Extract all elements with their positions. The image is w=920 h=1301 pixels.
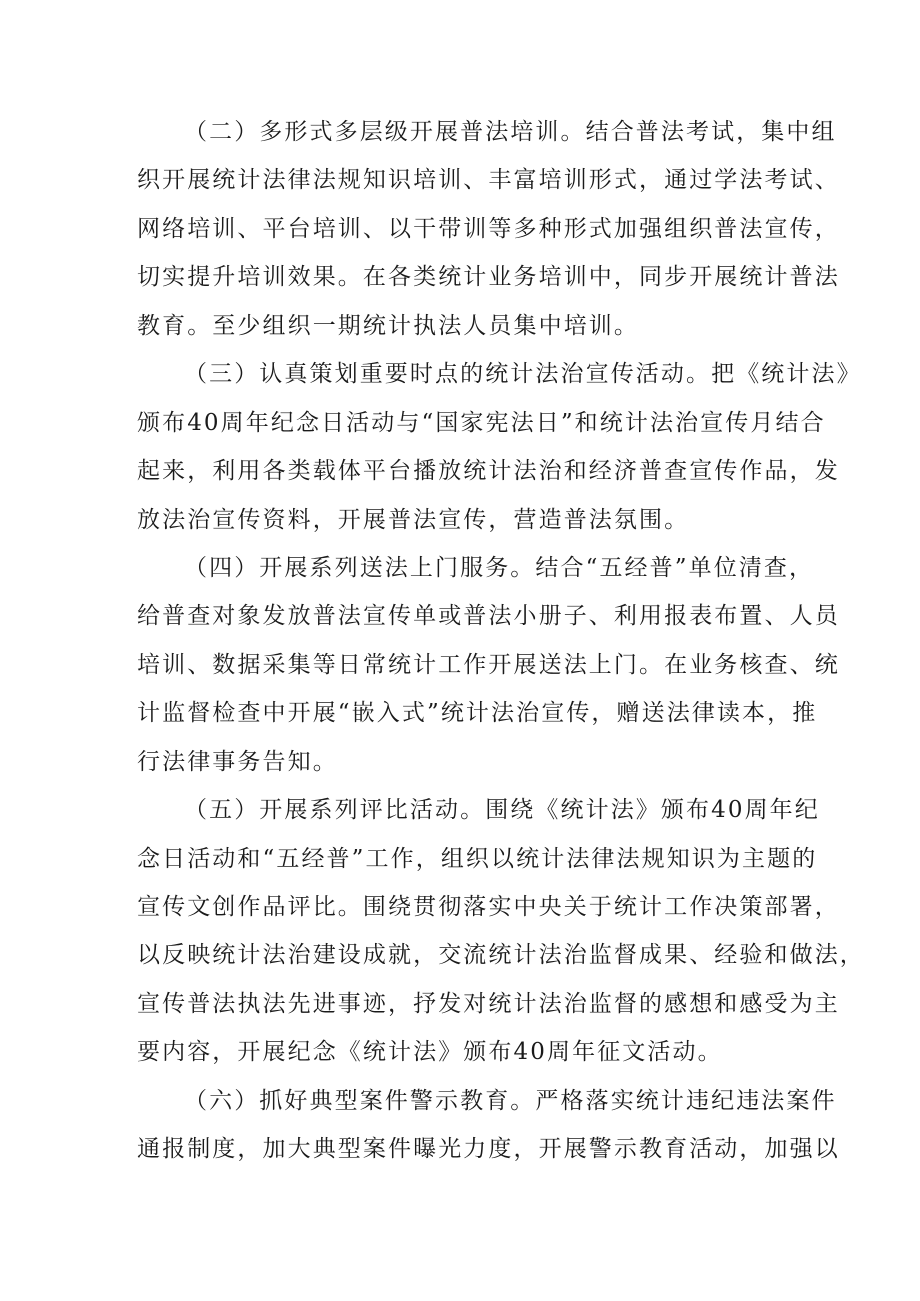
paragraph-line: 以反映统计法治建设成就，交流统计法治监督成果、经验和做法， — [137, 942, 865, 969]
paragraph-publicity — [0, 350, 920, 544]
paragraph-line: 通报制度，加大典型案件曝光力度，开展警示教育活动，加强以 — [137, 1136, 840, 1163]
paragraph-line: 织开展统计法律法规知识培训、丰富培训形式，通过学法考试、 — [137, 167, 840, 194]
paragraph-training — [0, 108, 920, 350]
paragraph-warning-education — [0, 1077, 920, 1174]
paragraph-line: 网络培训、平台培训、以干带训等多种形式加强组织普法宣传， — [137, 215, 840, 242]
paragraph-line: 计监督检查中开展“嵌入式”统计法治宣传，赠送法律读本，推 — [137, 700, 818, 727]
paragraph-line: 放法治宣传资料，开展普法宣传，营造普法氛围。 — [137, 506, 690, 533]
paragraph-line: （三）认真策划重要时点的统计法治宣传活动。把《统计法》 — [184, 361, 862, 388]
paragraph-line: 教育。至少组织一期统计执法人员集中培训。 — [137, 312, 639, 339]
paragraph-line: 行法律事务告知。 — [137, 748, 338, 775]
paragraph-line: （五）开展系列评比活动。围绕《统计法》颁布40周年纪 — [184, 797, 820, 824]
paragraph-line: 起来，利用各类载体平台播放统计法治和经济普查宣传作品，发 — [137, 458, 840, 485]
paragraph-line: 培训、数据采集等日常统计工作开展送法上门。在业务核查、统 — [137, 651, 840, 678]
paragraph-line: 念日活动和“五经普”工作，组织以统计法律法规知识为主题的 — [137, 845, 818, 872]
paragraph-line: 要内容，开展纪念《统计法》颁布40周年征文活动。 — [137, 1039, 723, 1066]
document-body — [0, 108, 920, 1174]
paragraph-line: （六）抓好典型案件警示教育。严格落实统计违纪违法案件 — [184, 1087, 837, 1114]
paragraph-line: 颁布40周年纪念日活动与“国家宪法日”和统计法治宣传月结合 — [137, 409, 826, 436]
paragraph-line: 给普查对象发放普法宣传单或普法小册子、利用报表布置、人员 — [137, 603, 840, 630]
paragraph-line: 宣传文创作品评比。围绕贯彻落实中央关于统计工作决策部署， — [137, 894, 840, 920]
paragraph-door-service — [0, 544, 920, 786]
paragraph-line: 切实提升培训效果。在各类统计业务培训中，同步开展统计普法 — [137, 264, 840, 291]
paragraph-line: 宣传普法执法先进事迹，抒发对统计法治监督的感想和感受为主 — [137, 990, 840, 1017]
paragraph-evaluation — [0, 786, 920, 1077]
paragraph-line: （二）多形式多层级开展普法培训。结合普法考试，集中组 — [184, 119, 837, 145]
paragraph-line: （四）开展系列送法上门服务。结合“五经普”单位清查， — [184, 554, 815, 581]
